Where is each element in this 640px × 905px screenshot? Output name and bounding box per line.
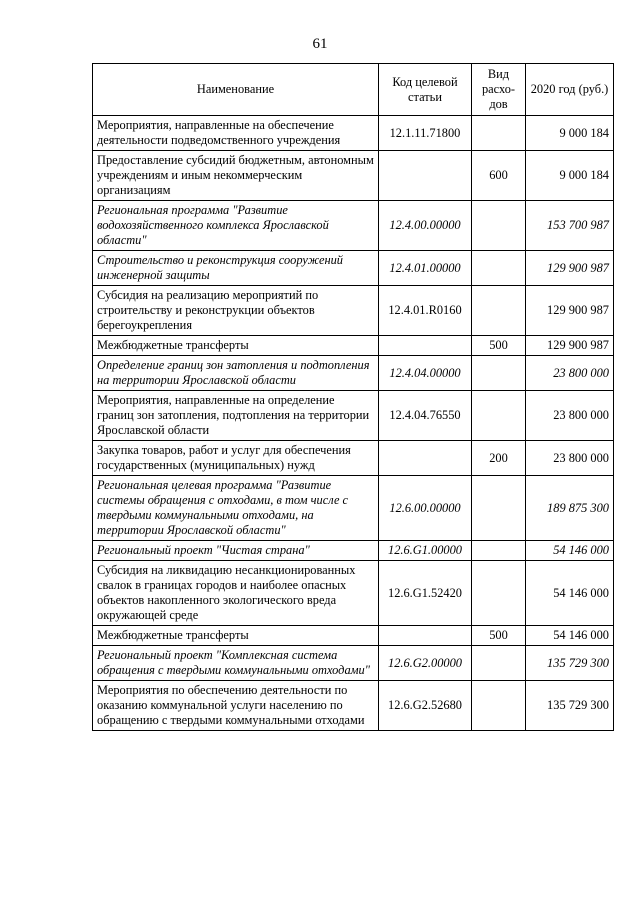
table-row xyxy=(93,541,614,561)
header-name: Наименование xyxy=(93,64,379,116)
row-code-cell: 12.6.G2.52680 xyxy=(379,681,472,731)
table-row xyxy=(93,441,614,476)
row-type-cell: 600 xyxy=(472,151,526,201)
row-sum-cell: 54 146 000 xyxy=(526,626,614,646)
row-type-cell xyxy=(472,541,526,561)
row-name-cell: Региональный проект "Чистая страна" xyxy=(93,541,379,561)
row-name-cell: Мероприятия, направленные на определение границ зон затопления, подтопления на территории Ярославской области xyxy=(93,391,379,441)
row-sum-cell: 9 000 184 xyxy=(526,151,614,201)
row-type-cell: 200 xyxy=(472,441,526,476)
row-type-cell xyxy=(472,681,526,731)
row-sum-cell: 153 700 987 xyxy=(526,201,614,251)
row-sum-cell: 135 729 300 xyxy=(526,681,614,731)
row-name-cell: Субсидия на ликвидацию несанкционированных свалок в границах городов и наиболее опасных объектов накопленного экологического вреда окружающей среде xyxy=(93,561,379,626)
row-name-cell: Определение границ зон затопления и подтопления на территории Ярославской области xyxy=(93,356,379,391)
row-sum-cell: 54 146 000 xyxy=(526,561,614,626)
header-code: Код целевой статьи xyxy=(379,64,472,116)
row-type-cell xyxy=(472,356,526,391)
page-number: 61 xyxy=(312,36,328,52)
table-row xyxy=(93,251,614,286)
row-code-cell: 12.4.01.00000 xyxy=(379,251,472,286)
row-name-cell: Мероприятия, направленные на обеспечение деятельности подведомственного учреждения xyxy=(93,116,379,151)
row-type-cell xyxy=(472,286,526,336)
row-name-cell: Строительство и реконструкция сооружений инженерной защиты xyxy=(93,251,379,286)
table-header-row xyxy=(93,64,614,116)
row-code-cell: 12.6.00.00000 xyxy=(379,476,472,541)
table-row xyxy=(93,476,614,541)
row-name-cell: Межбюджетные трансферты xyxy=(93,336,379,356)
row-name-cell: Региональная целевая программа "Развитие системы обращения с отходами, в том числе с твердыми коммунальными отходами, на территории Ярославской области" xyxy=(93,476,379,541)
row-sum-cell: 9 000 184 xyxy=(526,116,614,151)
row-code-cell: 12.4.01.R0160 xyxy=(379,286,472,336)
row-code-cell xyxy=(379,336,472,356)
row-code-cell: 12.4.00.00000 xyxy=(379,201,472,251)
row-code-cell xyxy=(379,151,472,201)
budget-table xyxy=(92,63,614,731)
row-name-cell: Мероприятия по обеспечению деятельности по оказанию коммунальной услуги населению по обращению с твердыми коммунальными отходами xyxy=(93,681,379,731)
row-sum-cell: 23 800 000 xyxy=(526,391,614,441)
row-name-cell: Межбюджетные трансферты xyxy=(93,626,379,646)
table-row xyxy=(93,286,614,336)
row-code-cell: 12.6.G2.00000 xyxy=(379,646,472,681)
row-code-cell xyxy=(379,626,472,646)
row-sum-cell: 129 900 987 xyxy=(526,336,614,356)
table-row xyxy=(93,626,614,646)
row-name-cell: Субсидия на реализацию мероприятий по строительству и реконструкции объектов берегоукрепления xyxy=(93,286,379,336)
header-type: Вид расхо-дов xyxy=(472,64,526,116)
row-code-cell xyxy=(379,441,472,476)
row-code-cell: 12.4.04.76550 xyxy=(379,391,472,441)
row-name-cell: Предоставление субсидий бюджетным, автономным учреждениям и иным некоммерческим организациям xyxy=(93,151,379,201)
table-row xyxy=(93,201,614,251)
row-type-cell xyxy=(472,561,526,626)
row-code-cell: 12.6.G1.00000 xyxy=(379,541,472,561)
row-type-cell xyxy=(472,646,526,681)
row-sum-cell: 54 146 000 xyxy=(526,541,614,561)
row-sum-cell: 23 800 000 xyxy=(526,356,614,391)
table-row xyxy=(93,356,614,391)
row-type-cell: 500 xyxy=(472,336,526,356)
row-type-cell xyxy=(472,391,526,441)
table-row xyxy=(93,116,614,151)
row-sum-cell: 189 875 300 xyxy=(526,476,614,541)
row-code-cell: 12.4.04.00000 xyxy=(379,356,472,391)
table-row xyxy=(93,561,614,626)
table-row xyxy=(93,151,614,201)
row-sum-cell: 23 800 000 xyxy=(526,441,614,476)
row-name-cell: Региональный проект "Комплексная система обращения с твердыми коммунальными отходами" xyxy=(93,646,379,681)
table-row xyxy=(93,336,614,356)
row-sum-cell: 129 900 987 xyxy=(526,251,614,286)
row-name-cell: Закупка товаров, работ и услуг для обеспечения государственных (муниципальных) нужд xyxy=(93,441,379,476)
row-sum-cell: 135 729 300 xyxy=(526,646,614,681)
header-sum: 2020 год (руб.) xyxy=(526,64,614,116)
table-row xyxy=(93,646,614,681)
table-row xyxy=(93,681,614,731)
row-type-cell xyxy=(472,476,526,541)
row-type-cell xyxy=(472,201,526,251)
row-sum-cell: 129 900 987 xyxy=(526,286,614,336)
row-type-cell: 500 xyxy=(472,626,526,646)
row-name-cell: Региональная программа "Развитие водохозяйственного комплекса Ярославской области" xyxy=(93,201,379,251)
row-code-cell: 12.1.11.71800 xyxy=(379,116,472,151)
row-type-cell xyxy=(472,116,526,151)
row-type-cell xyxy=(472,251,526,286)
table-row xyxy=(93,391,614,441)
row-code-cell: 12.6.G1.52420 xyxy=(379,561,472,626)
